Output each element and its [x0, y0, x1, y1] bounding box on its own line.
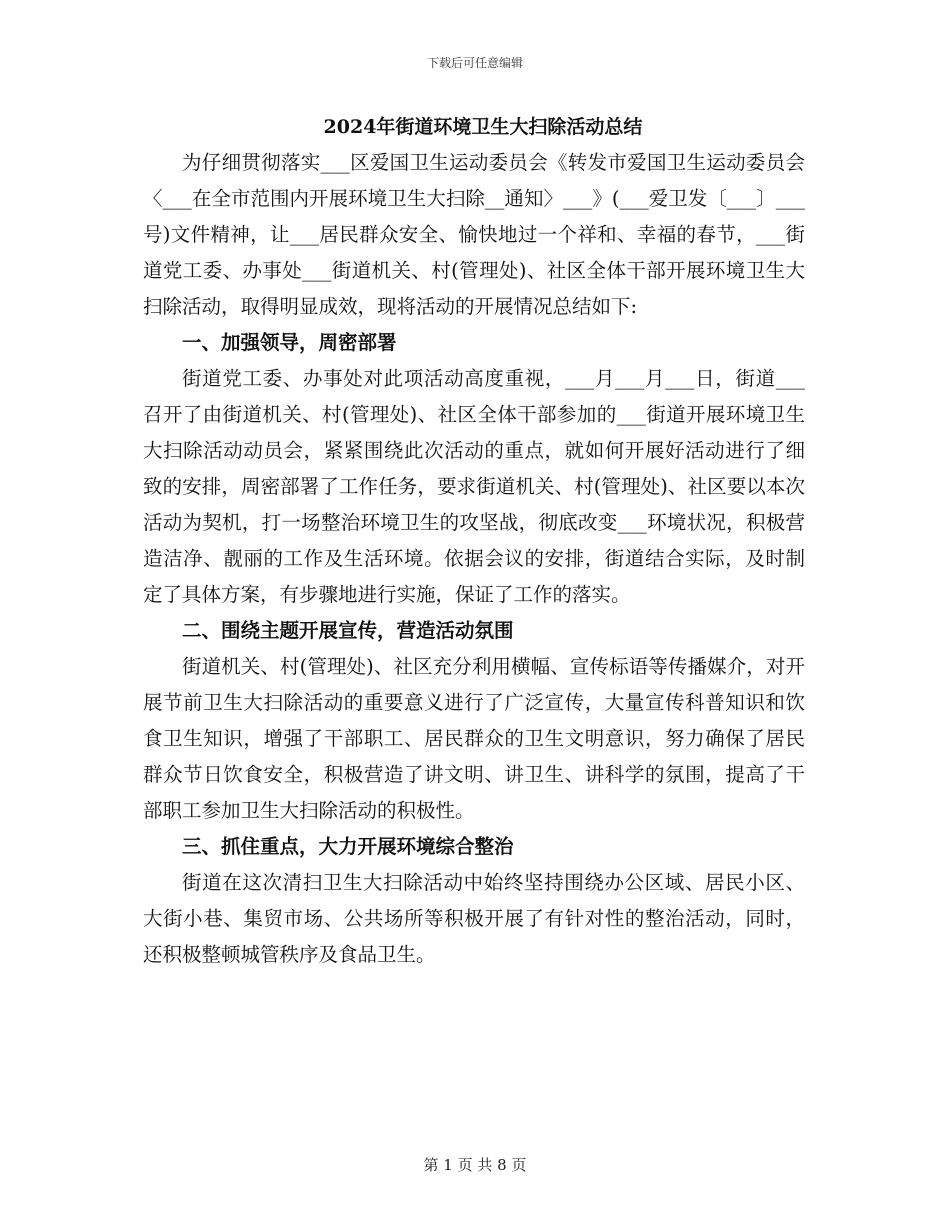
header-note: 下载后可任意编辑 — [426, 56, 523, 70]
section-heading-2: 二、围绕主题开展宣传，营造活动氛围 — [182, 619, 514, 642]
page-number-footer: 第 1 页 共 8 页 — [423, 1156, 527, 1174]
document-body — [143, 145, 805, 973]
document-title: 2024年街道环境卫生大扫除活动总结 — [323, 116, 643, 138]
section-2-paragraph: 街道机关、村(管理处)、社区充分利用横幅、宣传标语等传播媒介，对开展节前卫生大扫除活动的重要意义进行了广泛宣传，大量宣传科普知识和饮食卫生知识，增强了干部职工、居民群众的卫生文明意识，努力确保了居民群众节日饮食安全，积极营造了讲文明、讲卫生、讲科学的氛围，提高了干部职工参加卫生大扫除活动的积极性。 — [143, 655, 805, 822]
document-page — [143, 112, 805, 973]
section-heading-1: 一、加强领导，周密部署 — [182, 331, 397, 354]
section-heading-3: 三、抓住重点，大力开展环境综合整治 — [182, 835, 514, 858]
intro-paragraph: 为仔细贯彻落实___区爱国卫生运动委员会《转发市爱国卫生运动委员会〈___在全市范围内开展环境卫生大扫除__通知〉___》(___爱卫发〔___〕___号)文件精神，让___居民群众安全、愉快地过一个祥和、幸福的春节，___街道党工委、办事处___街道机关、村(管理处)、社区全体干部开展环境卫生大扫除活动，取得明显成效，现将活动的开展情况总结如下: — [143, 151, 805, 318]
section-3-paragraph: 街道在这次清扫卫生大扫除活动中始终坚持围绕办公区域、居民小区、大街小巷、集贸市场、公共场所等积极开展了有针对性的整治活动，同时，还积极整顿城管秩序及食品卫生。 — [143, 871, 805, 966]
section-1-paragraph: 街道党工委、办事处对此项活动高度重视，___月___月___日，街道___召开了由街道机关、村(管理处)、社区全体干部参加的___街道开展环境卫生大扫除活动动员会，紧紧围绕此次活动的重点，就如何开展好活动进行了细致的安排，周密部署了工作任务，要求街道机关、村(管理处)、社区要以本次活动为契机，打一场整治环境卫生的攻坚战，彻底改变___环境状况，积极营造洁净、靓丽的工作及生活环境。依据会议的安排，街道结合实际，及时制定了具体方案，有步骤地进行实施，保证了工作的落实。 — [143, 367, 805, 606]
